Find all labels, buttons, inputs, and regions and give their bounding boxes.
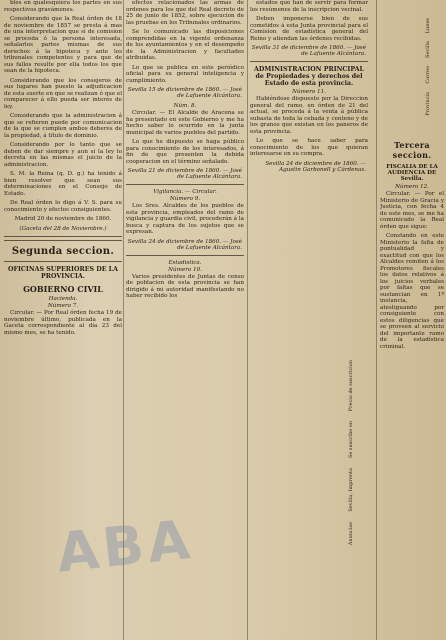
number-label: Número 9. [169, 196, 201, 202]
gazette-ref: (Gaceta del 28 de Noviembre.) [19, 226, 107, 232]
divider [126, 255, 244, 256]
paragraph: Constando en este Ministerio la falta de puntualidad y exactitud con que los Alcaldes remiten á los Promotores fiscales los datos relativos á los juicios verbales por faltas que se sustancian en 1ª instancia, atestiguando por consiguiente con estos diligencias que se proveen al servicio del importante ramo de la estadística criminal. [380, 233, 444, 350]
paragraph: Circular. — El Alcalde de Aracena se ha presentado en este Gobierno y me ha hecho saber lo ocurrido en la junta municipal de varios pueblos del partido. [126, 110, 244, 136]
paragraph: Los Sres. Alcaldes de los pueblos de esta provincia, empleados del ramo de vigilancia y guardia civil, procederán á la busca y captura de los sujetos que se expresan. [126, 203, 244, 235]
divider [4, 236, 122, 241]
paragraph: efectos relacionados las armas de ordenes para los que del Real decreto de 25 de junio de 1852, sobre ejecucion de las pruebas en los Tribunales ordinarios. [126, 0, 244, 26]
gov-heading: GOBIERNO CIVIL [23, 284, 103, 294]
number-label: Número 7. [47, 303, 79, 309]
paragraph: Considerando por lo tanto que se deben de dar siempre y aun si la ley lo decreta en las mismas el juicio de la administracion. [4, 142, 122, 168]
paragraph: S. M. la Reina (q. D. g.) ha tenido á bien resolver que sean sus determinaciones en el Consejo de Estado. [4, 171, 122, 197]
admin-heading: ADMINISTRACION PRINCIPAL de Propiedades y derechos del Estado de esta provincia. [254, 66, 364, 87]
paragraph: Considerando que la Real órden de 18 de noviembre de 1857 se presta á mas de una interpretacion que si de comision se proceda ó la persona interesada, señalarlos partes mismas de sus derechos á la hipoteca y ante los tribunales competentes y para que de sus fallos resulte por ella todos los que sean de la hipoteca. [4, 16, 122, 74]
paragraph: Considerando que los consejeros de sus lugares han puesto la adjudicacion de esta suerte en que se realizan ó que el comparecer á ello pueda ser interés de ley. [4, 77, 122, 110]
paragraph: Habiéndose dispuesto por la Direccion general del ramo, en órden de 21 del actual, se proceda á la venta á pública subasta de toda la cebada y centeno y de los granos que existan en los paneros de esta provincia. [250, 96, 368, 135]
number-label: Número 10. [168, 266, 202, 273]
paragraph: Varios presidentes de Juntas de censo de poblacion de esta provincia se han dirigido á mi autoridad manifestando no haber recibido los [126, 273, 244, 299]
paragraph: Lo que se publica en este periódico oficial para su general inteligencia y cumplimiento. [126, 64, 244, 84]
subsection-label: Estadistica. [168, 259, 202, 266]
sidebar-text: Correo [425, 66, 431, 84]
paragraph: Lo que se hace saber para conocimiento de los que quieran interesarse en su compra. [250, 138, 368, 157]
column-1 [4, 0, 122, 339]
sidebar-text: Sevilla [425, 41, 431, 59]
sidebar-text: Lunes [425, 18, 431, 34]
column-2 [126, 0, 244, 303]
section-title: Tercera seccion. [392, 140, 432, 160]
signature-line: Sevilla 31 de diciembre de 1860. — José de Lafuente Alcántara. [251, 45, 366, 57]
paragraph: De Real órden lo digo á V. S. para su conocimiento y efectos consiguientes. [4, 200, 122, 213]
signature-line: Sevilla 21 de diciembre de 1860. — José de Lafuente Alcántara. [127, 168, 242, 180]
paragraph: Lo que he dispuesto se haga público para conocimiento de los interesados, á fin de que presenten la debida cooperacion en el término señalado. [126, 139, 244, 165]
paragraph: Se lo comunicado las disposiciones comprendidas en la vigente ordenanza de los ayuntamientos y en el desempeño de la Administracion y facultades atribuidas. [126, 29, 244, 61]
paragraph: bles en qualesquiera los partes en sus respectivos gravámenes. [4, 0, 122, 13]
number-label: Número 11. [292, 89, 326, 95]
rotated-text: Se suscribe en [348, 421, 354, 459]
section-title: Segunda seccion. [11, 246, 115, 257]
offices-heading: OFICINAS SUPERIORES DE LA PROVINCIA. [7, 266, 118, 280]
column-4 [380, 135, 444, 353]
date-line: Madrid 20 de noviembre de 1860. [14, 216, 112, 222]
paragraph: Deben imponerse bien de sus cometidos á esta Junta provincial para el Comision de estadística general del Reino y atiendan las órdenes recibidas. [250, 16, 368, 42]
top-bar [412, 10, 444, 124]
signature-line: Sevilla 24 de diciembre de 1860. — José de Lafuente Alcántara. [127, 238, 242, 251]
fiscal-heading: FISCALIA DE LA AUDIENCIA DE Sevilla. [386, 164, 438, 182]
divider [126, 184, 244, 185]
rotated-text: Sevilla, Imprenta [348, 468, 354, 512]
rotated-text: Anuncios [348, 521, 354, 546]
sidebar-text: Provincia [425, 91, 431, 116]
paragraph: estados que han de servir para formar los resúmenes de la inscripcion vecinal. [250, 0, 368, 13]
library-stamp: ABA [53, 507, 197, 585]
paragraph: Considerando que la administracion á que se refieren puede por comunicacion de la que se cumplen ambos deberes de la propiedad, á título de dominio. [4, 113, 122, 139]
paragraph: Circular. — Por el Ministerio de Gracia y Justicia, con fecha 4 de este mes, se me ha comunicado la Real órden que sigue: [380, 191, 444, 230]
subsection-label: Hacienda. [48, 296, 78, 302]
signature-line: Sevilla 24 de diciembre de 1860. — Agustin Garbonell y Cárdenas. [265, 160, 366, 173]
rotated-text: Precio de suscricion [348, 360, 354, 412]
divider [250, 61, 368, 62]
number-label: Número 12. [395, 184, 429, 190]
subsection-label: Vigilancia. — Circular. [153, 189, 217, 195]
column-3 [250, 0, 368, 177]
paragraph: Circular. — Por Real órden fecha 19 de noviembre último, publicada en la Gaceta correspondiente al día 23 del mismo mes, se ha tenido. [4, 310, 122, 336]
number-label: Núm. 8. [173, 103, 197, 109]
signature-line: Sevilla 15 de diciembre de 1860. — José de Lafuente Alcántara. [127, 87, 242, 99]
divider [4, 261, 122, 262]
